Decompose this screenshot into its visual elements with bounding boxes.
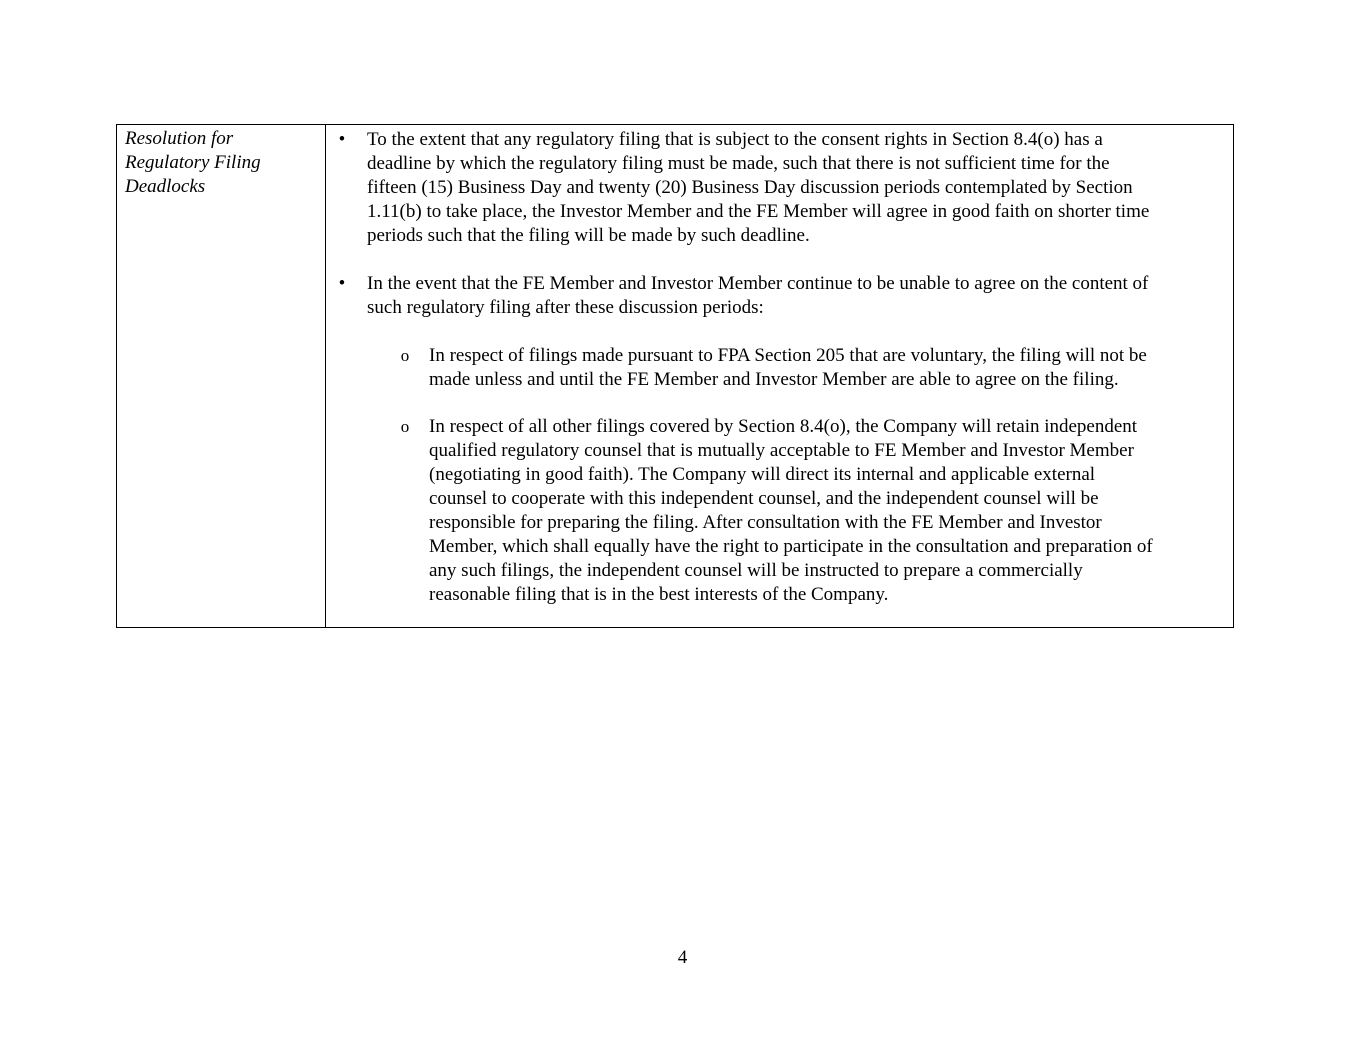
bullet-marker: • [338,273,346,294]
text-line: qualified regulatory counsel that is mutually acceptable to FE Member and Investor Member [429,440,1134,461]
text-line: deadline by which the regulatory filing must be made, such that there is not sufficient time for the [367,153,1110,174]
text-line: counsel to cooperate with this independent counsel, and the independent counsel will be [429,488,1099,509]
provision-label-cell [117,125,326,627]
text-line: (negotiating in good faith). The Company will direct its internal and applicable external [429,464,1096,485]
text-line: such regulatory filing after these discussion periods: [367,297,764,318]
sub-bullet-text [429,344,1147,392]
text-line: reasonable filing that is in the best interests of the Company. [429,584,889,605]
bullet-text [367,272,1148,320]
text-line: responsible for preparing the filing. After consultation with the FE Member and Investor [429,512,1102,533]
provision-label: Resolution for Regulatory Filing Deadlocks [125,128,261,197]
text-line: In respect of filings made pursuant to FPA Section 205 that are voluntary, the filing will not be [429,345,1147,366]
text-line: periods such that the filing will be made by such deadline. [367,225,810,246]
text-line: any such filings, the independent counsel will be instructed to prepare a commercially [429,560,1083,581]
text-line: To the extent that any regulatory filing that is subject to the consent rights in Section 8.4(o) has a [367,129,1103,150]
text-line: fifteen (15) Business Day and twenty (20) Business Day discussion periods contemplated by Section [367,177,1133,198]
sub-bullet-marker: o [400,346,410,365]
text-line: In the event that the FE Member and Investor Member continue to be unable to agree on the content of [367,273,1149,294]
page-number: 4 [677,947,688,968]
provision-table [116,124,1234,628]
text-line: Member, which shall equally have the right to participate in the consultation and preparation of [429,536,1153,557]
bullet-text [367,128,1149,248]
sub-bullet-text [429,415,1153,607]
text-line: In respect of all other filings covered by Section 8.4(o), the Company will retain independent [429,416,1138,437]
provision-content-cell [326,125,1233,627]
text-line: 1.11(b) to take place, the Investor Member and the FE Member will agree in good faith on shorter time [367,201,1150,222]
bullet-marker: • [338,129,346,150]
sub-bullet-marker: o [400,417,410,436]
text-line: made unless and until the FE Member and Investor Member are able to agree on the filing. [429,369,1119,390]
